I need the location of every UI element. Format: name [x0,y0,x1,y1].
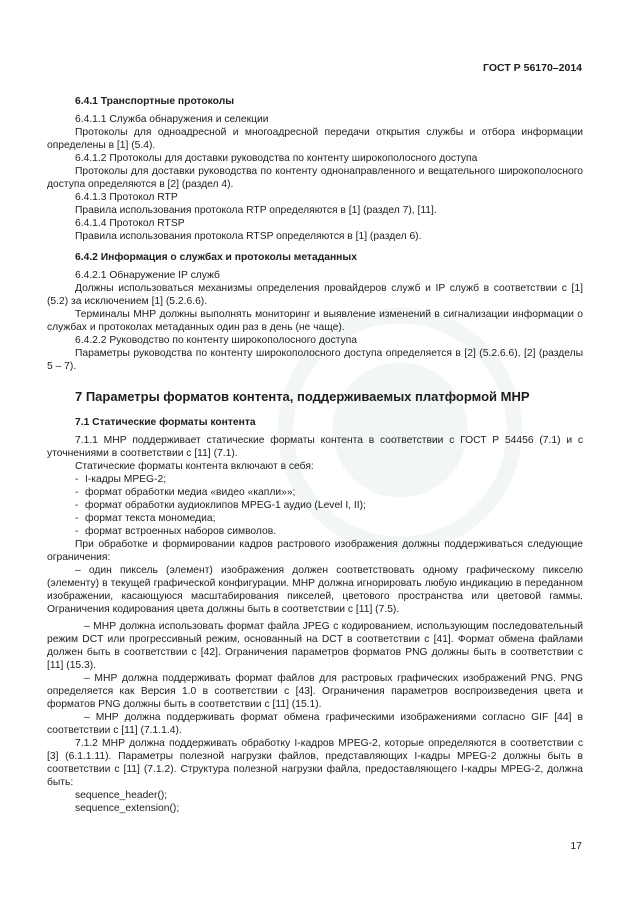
paragraph-7-1-1: 7.1.1 МНР поддерживает статические форматы контента в соответствии с ГОСТ Р 54456 (7.1) и с уточнениями в соответствии с [11] (7.1). [47,435,583,459]
document-body [47,92,583,815]
code-line: sequence_extension(); [75,803,180,814]
paragraph-6-4-1-2: Протоколы для доставки руководства по контенту однонаправленного и вещательного широкополосного доступа определяются в [2] (раздел 4). [47,166,583,190]
constraint-gif: – МНР должна поддерживать формат обмена графическими изображениями согласно GIF [44] в соответствии с [11] (7.1.1.4). [47,712,583,736]
list-item: - формат обработки медиа «видео «капли»»; [75,487,296,498]
subsection-title-6-4-2-1: 6.4.2.1 Обнаружение IP служб [75,270,220,281]
paragraph-6-4-1-4: Правила использования протокола RTSP определяются в [1] (раздел 6). [75,231,422,242]
formats-list-intro: Статические форматы контента включают в себя: [75,461,314,472]
subsection-title-6-4-1-1: 6.4.1.1 Служба обнаружения и селекции [75,114,269,125]
list-item: - формат обработки аудиоклипов MPEG-1 аудио (Level I, II); [75,500,366,511]
section-heading-6-4-2: 6.4.2 Информация о службах и протоколы метаданных [75,252,357,263]
paragraph-6-4-1-1: Протоколы для одноадресной и многоадресной передачи открытия службы и отбора информации определены в [1] (5.4). [47,127,583,151]
paragraph-7-1-2: 7.1.2 МНР должна поддерживать обработку I-кадров MPEG-2, которые определяются в соответствии с [3] (6.1.1.11). Параметры полезной нагрузки файлов, представляющих I-кадры MPEG-2 должны быть в соответствии с [11] (7.1.2). Структура полезной нагрузки файла, предоставляющего I-кадры MPEG-2, должна быть: [47,738,583,788]
constraint-jpeg: – МНР должна использовать формат файла JPEG с кодированием, использующим последовательный режим DCT или прогрессивный режим, основанный на DCT в соответствии с [41]. Формат обмена файлами должен быть в соответствии с [42]. Ограничения параметров форматов PNG должны быть в соответствии с [11] (15.3). [47,621,583,671]
section-heading-7-1: 7.1 Статические форматы контента [75,417,256,428]
code-line: sequence_header(); [75,790,168,801]
list-item: - формат встроенных наборов символов. [75,526,277,537]
subsection-title-6-4-2-2: 6.4.2.2 Руководство по контенту широкополосного доступа [75,335,358,346]
list-item: - формат текста мономедиа; [75,513,216,524]
section-heading-6-4-1: 6.4.1 Транспортные протоколы [75,96,235,107]
constraint-png: – МНР должна поддерживать формат файлов для растровых графических изображений PNG. PNG определяется как Версия 1.0 в соответствии с [43]. Ограничения параметров воспроизведения цвета и форматов PNG должны быть в соответствии с [11] (15.1). [47,673,583,710]
page-number: 17 [570,840,582,852]
paragraph-6-4-2-1-monitoring: Терминалы МНР должны выполнять мониторинг и выявление изменений в сигнализации информации о службах и протоколах метаданных один раз в день (не чаще). [47,309,583,333]
subsection-title-6-4-1-2: 6.4.1.2 Протоколы для доставки руководства по контенту широкополосного доступа [75,153,478,164]
paragraph-6-4-2-1: Должны использоваться механизмы определения провайдеров служб и IP служб в соответствии с [1] (5.2) за исключением [1] (5.2.6.6). [47,283,583,307]
standard-number: ГОСТ Р 56170–2014 [483,62,582,74]
constraint-pixel: – один пиксель (элемент) изображения должен соответствовать одному графическому пикселю (элементу) в текущей графической конфигурации. МНР должна игнорировать любую индикацию в переданном изображении, касающуюся масштабирования пикселей, цветового пространства или цветовой гаммы. Ограничения кодирования цвета должны быть в соответствии с [11] (7.5). [47,565,583,615]
chapter-heading-7: 7 Параметры форматов контента, поддерживаемых платформой МНР [75,389,530,404]
paragraph-6-4-2-2: Параметры руководства по контенту широкополосного доступа определяется в [2] (5.2.6.6), [2] (разделы 5 – 7). [47,348,583,372]
subsection-title-6-4-1-4: 6.4.1.4 Протокол RTSP [75,218,185,229]
subsection-title-6-4-1-3: 6.4.1.3 Протокол RTP [75,192,178,203]
list-item: - I-кадры MPEG-2; [75,474,167,485]
constraints-intro: При обработке и формировании кадров растрового изображения должны поддерживаться следующие ограничения: [47,539,583,563]
paragraph-6-4-1-3: Правила использования протокола RTP определяются в [1] (раздел 7), [11]. [75,205,437,216]
